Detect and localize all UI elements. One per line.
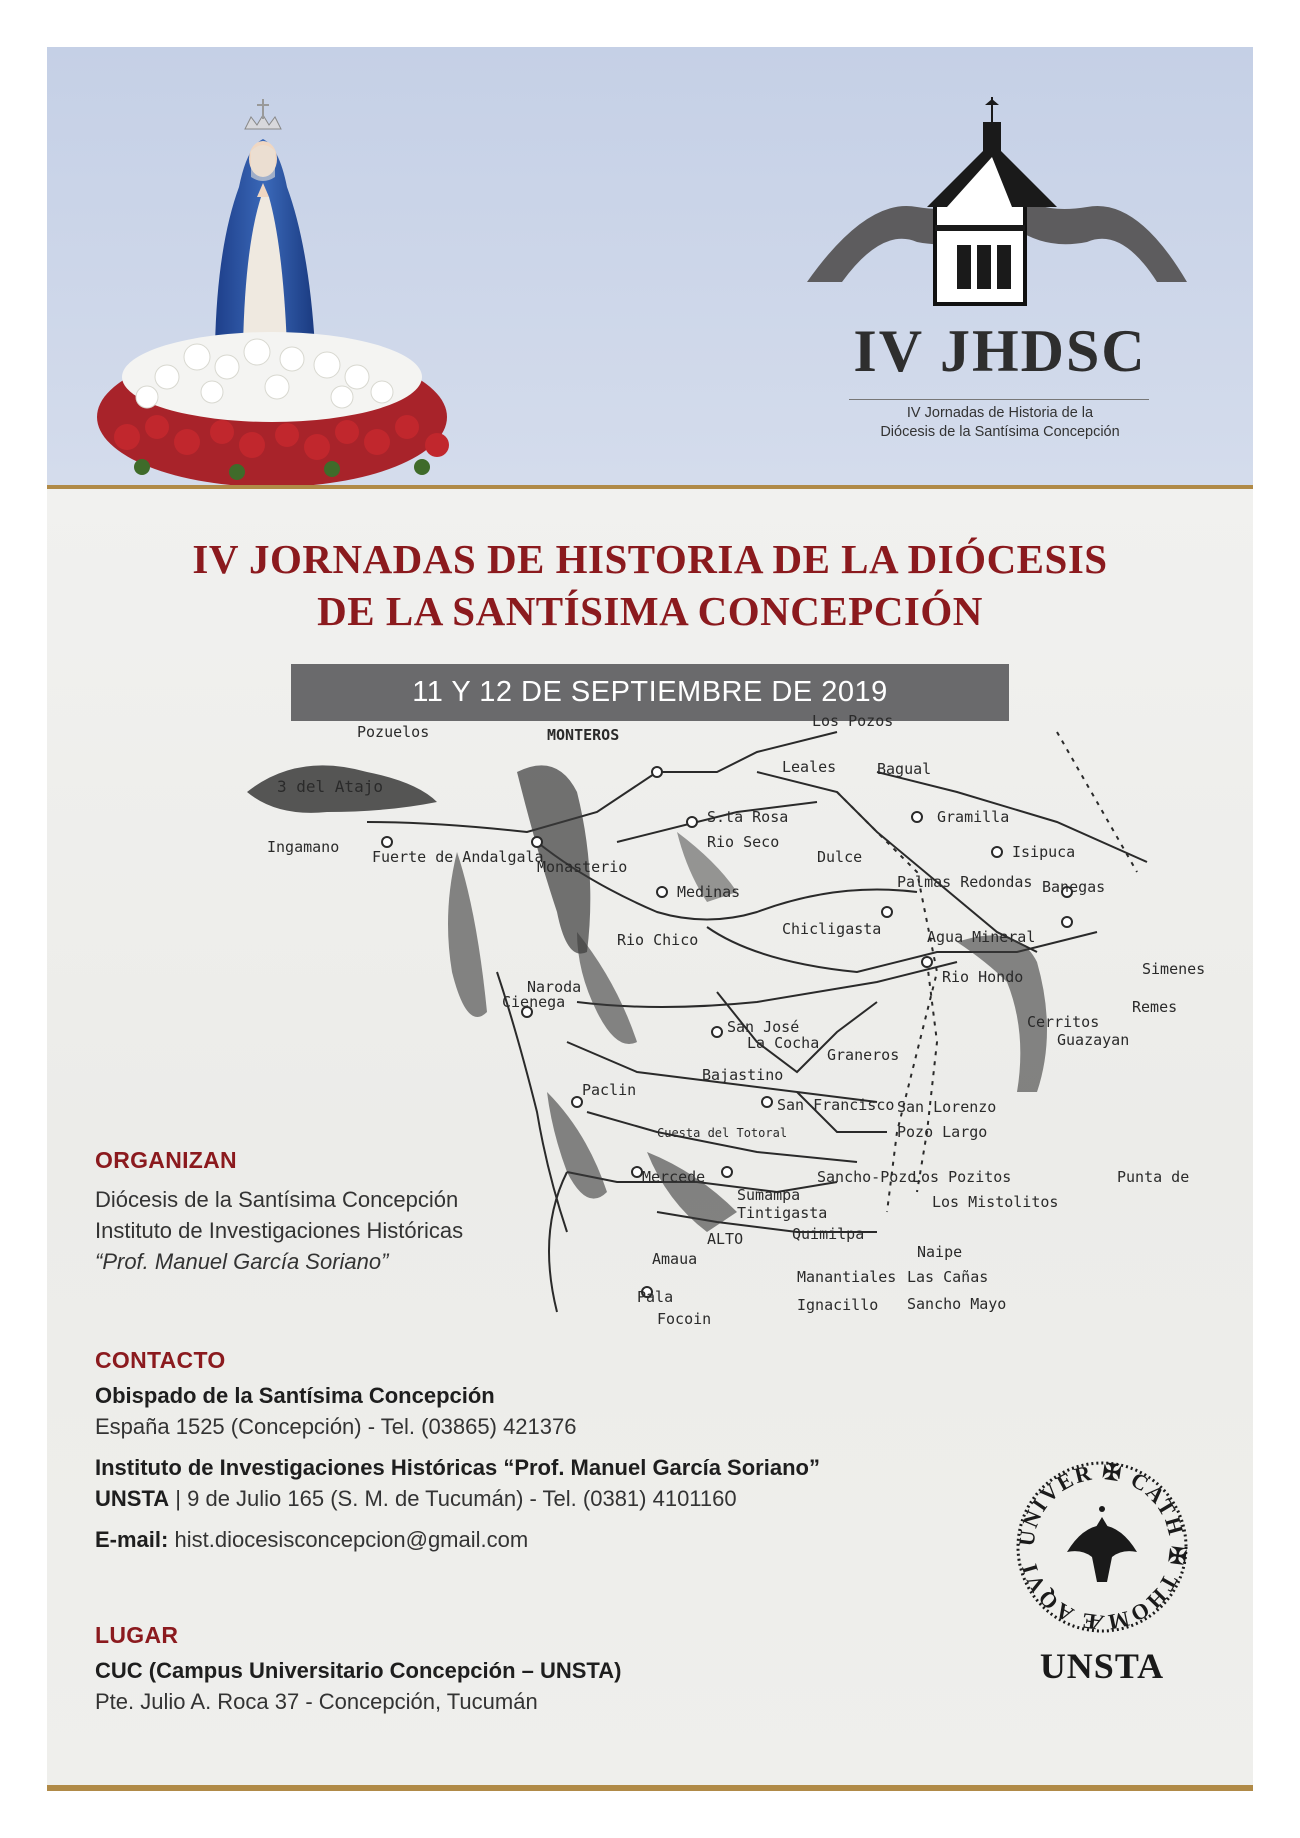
map-label: Manantiales bbox=[797, 1268, 897, 1286]
map-label: Tintigasta bbox=[737, 1204, 828, 1222]
organizer-2-name: “Prof. Manuel García Soriano” bbox=[95, 1249, 389, 1274]
map-label: Palmas Redondas bbox=[897, 873, 1033, 891]
contact-org1-address: España 1525 (Concepción) - Tel. (03865) 421376 bbox=[95, 1414, 577, 1439]
organizan-section bbox=[95, 1147, 463, 1277]
map-label: San Francisco bbox=[777, 1096, 895, 1114]
map-label: Sancho Mayo bbox=[907, 1295, 1007, 1313]
contacto-heading: CONTACTO bbox=[95, 1347, 226, 1373]
map-label: San Lorenzo bbox=[897, 1098, 997, 1116]
map-label: Amaua bbox=[652, 1250, 698, 1268]
map-label: Paclin bbox=[582, 1081, 637, 1099]
map-label: Pala bbox=[637, 1288, 674, 1306]
map-label: Bagual bbox=[877, 760, 932, 778]
contact-org2-address-line bbox=[95, 1483, 820, 1514]
contact-org1: Obispado de la Santísima Concepción bbox=[95, 1383, 495, 1408]
map-label: Leales bbox=[782, 758, 837, 776]
logo-acronym: IV JHDSC bbox=[853, 318, 1147, 384]
organizer-2: Instituto de Investigaciones Históricas bbox=[95, 1218, 464, 1243]
contacto-section bbox=[95, 1347, 820, 1555]
email-link[interactable]: hist.diocesisconcepcion@gmail.com bbox=[174, 1527, 529, 1552]
map-label: Naroda bbox=[527, 978, 582, 996]
map-label: Agua Mineral bbox=[927, 928, 1036, 946]
eagle-icon bbox=[1067, 1506, 1137, 1582]
map-label: Quimilpa bbox=[792, 1225, 865, 1243]
map-label: 3 del Atajo bbox=[277, 777, 383, 796]
footer-divider bbox=[47, 1785, 1253, 1791]
map-label: Remes bbox=[1132, 998, 1178, 1016]
map-label: Sancho-Pozo bbox=[817, 1168, 917, 1186]
map-label: Punta de bbox=[1117, 1168, 1190, 1186]
contact-org2-name: UNSTA bbox=[95, 1486, 170, 1511]
map-label: Fuerte de Andalgala bbox=[372, 848, 544, 866]
organizan-heading: ORGANIZAN bbox=[95, 1147, 237, 1173]
map-label: San José bbox=[727, 1018, 800, 1036]
logo-subtitle-line1: IV Jornadas de Historia de la bbox=[906, 405, 1094, 421]
unsta-seal bbox=[1012, 1457, 1192, 1637]
map-label: Pozuelos bbox=[357, 723, 430, 741]
map-label: Mercede bbox=[642, 1168, 706, 1186]
map-label: Graneros bbox=[827, 1046, 900, 1064]
map-label: Cuesta del Totoral bbox=[657, 1126, 788, 1140]
logo-divider bbox=[849, 399, 1149, 400]
church-tower-logo bbox=[807, 47, 1207, 317]
unsta-wordmark: UNSTA bbox=[1039, 1646, 1165, 1686]
map-label: Rio Hondo bbox=[942, 968, 1024, 986]
map-label: Naipe bbox=[917, 1243, 963, 1261]
map-label: Pozo Largo bbox=[897, 1123, 988, 1141]
venue-name: CUC (Campus Universitario Concepción – UNSTA) bbox=[95, 1658, 622, 1683]
map-label: Cerritos bbox=[1027, 1013, 1100, 1031]
contact-email-line bbox=[95, 1524, 820, 1555]
logo-subtitle bbox=[815, 404, 1185, 442]
venue-address: Pte. Julio A. Roca 37 - Concepción, Tucumán bbox=[95, 1689, 538, 1714]
map-label: Rio Seco bbox=[707, 833, 780, 851]
map-label: La Cocha bbox=[747, 1034, 820, 1052]
map-label: Cienega bbox=[502, 993, 566, 1011]
map-label: Ignacillo bbox=[797, 1296, 879, 1314]
map-label: MONTEROS bbox=[547, 726, 620, 744]
map-label: Monasterio bbox=[537, 858, 628, 876]
map-label: Banegas bbox=[1042, 878, 1106, 896]
map-label: Rio Chico bbox=[617, 931, 699, 949]
map-label: Bajastino bbox=[702, 1066, 784, 1084]
map-label: Sumampa bbox=[737, 1186, 801, 1204]
main-title-line1: IV JORNADAS DE HISTORIA DE LA DIÓCESIS bbox=[192, 536, 1108, 582]
email-label: E-mail: bbox=[95, 1527, 169, 1552]
map-label: Los Mistolitos bbox=[932, 1193, 1059, 1211]
lugar-heading: LUGAR bbox=[95, 1622, 179, 1648]
map-label: Chicligasta bbox=[782, 920, 882, 938]
map-label: Isipuca bbox=[1012, 843, 1076, 861]
organizer-1: Diócesis de la Santísima Concepción bbox=[95, 1187, 459, 1212]
map-label: Las Cañas bbox=[907, 1268, 989, 1286]
header bbox=[47, 47, 1253, 485]
main-title-line2: DE LA SANTÍSIMA CONCEPCIÓN bbox=[317, 588, 983, 634]
map-label: Focoin bbox=[657, 1310, 712, 1328]
poster bbox=[47, 47, 1253, 1791]
map-label: Dulce bbox=[817, 848, 863, 866]
map-label: Simenes bbox=[1142, 960, 1206, 978]
map-label: Medinas bbox=[677, 883, 741, 901]
map-label: ALTO bbox=[707, 1230, 744, 1248]
map-label: Los Pozos bbox=[812, 712, 894, 730]
map-label: Los Pozitos bbox=[912, 1168, 1012, 1186]
map-label: S.ta Rosa bbox=[707, 808, 789, 826]
logo-subtitle-line2: Diócesis de la Santísima Concepción bbox=[880, 424, 1120, 440]
event-date: 11 Y 12 DE SEPTIEMBRE DE 2019 bbox=[291, 664, 1009, 721]
map-label: Gramilla bbox=[937, 808, 1010, 826]
map-label: Ingamano bbox=[267, 838, 340, 856]
map-label: Guazayan bbox=[1057, 1031, 1130, 1049]
lugar-section bbox=[95, 1622, 621, 1717]
contact-org2-address: | 9 de Julio 165 (S. M. de Tucumán) - Tel. (0381) 4101160 bbox=[175, 1486, 737, 1511]
seal-ring-text: UNIVER ✠ CATH ✠ THOMÆ AQVI bbox=[1013, 1458, 1191, 1636]
contact-org2: Instituto de Investigaciones Históricas “Prof. Manuel García Soriano” bbox=[95, 1455, 820, 1480]
